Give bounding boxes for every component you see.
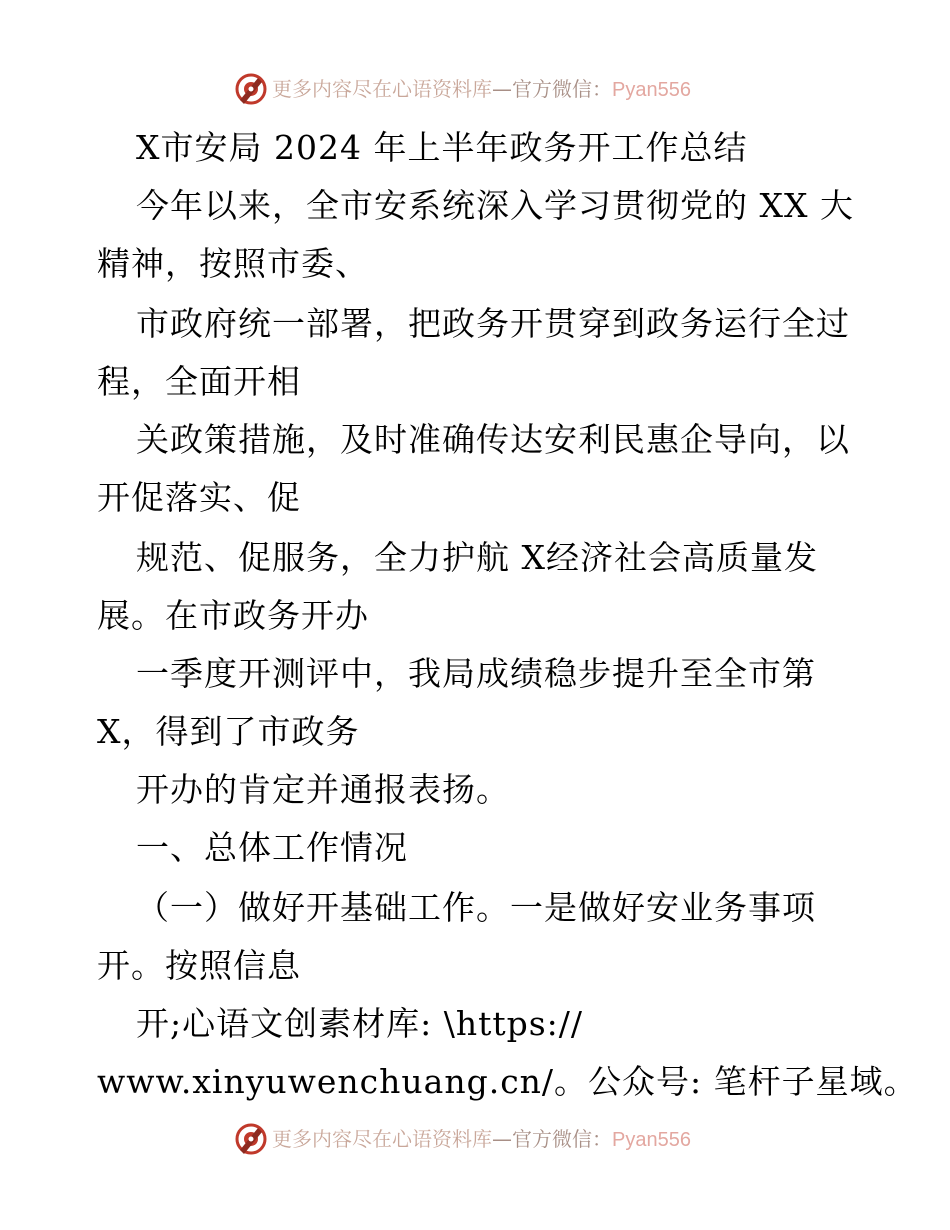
paragraph-line: 开办的肯定并通报表扬。	[136, 770, 510, 809]
paragraph-line: 一季度开测评中，我局成绩稳步提升至全市第	[136, 654, 816, 693]
logo-pen-icon	[234, 72, 268, 106]
watermark-promo: 更多内容尽在心语资料库	[272, 77, 492, 101]
paragraph-line: 今年以来，全市安系统深入学习贯彻党的 XX 大	[136, 186, 854, 225]
logo-pen-icon	[234, 1122, 268, 1156]
watermark-wechat-label: 官方微信：	[512, 77, 612, 101]
paragraph-line: 精神，按照市委、	[97, 244, 369, 283]
paragraph-line: 规范、促服务，全力护航 X经济社会高质量发	[136, 538, 818, 577]
paragraph-line: 开促落实、促	[97, 478, 301, 517]
subsection-heading: （一）做好开基础工作。一是做好安业务事项	[136, 888, 816, 927]
document-title: X市安局 2024 年上半年政务开工作总结	[136, 128, 748, 167]
paragraph-line: www.xinyuwenchuang.cn/。公众号: 笔杆子星域。	[97, 1062, 918, 1101]
watermark-text	[272, 77, 691, 102]
watermark-wechat-label: 官方微信：	[512, 1127, 612, 1151]
watermark-dash: —	[492, 77, 512, 101]
paragraph-line: 开;心语文创素材库: \https://	[136, 1004, 584, 1043]
section-heading: 一、总体工作情况	[136, 828, 408, 867]
watermark-wechat-id: Pyan556	[612, 1129, 691, 1151]
watermark-promo: 更多内容尽在心语资料库	[272, 1127, 492, 1151]
paragraph-line: 市政府统一部署，把政务开贯穿到政务运行全过	[136, 304, 850, 343]
paragraph-line: X，得到了市政务	[97, 712, 360, 751]
paragraph-line: 关政策措施，及时准确传达安利民惠企导向，以	[136, 420, 850, 459]
paragraph-line: 展。在市政务开办	[97, 596, 369, 635]
header-watermark-banner	[0, 70, 950, 110]
watermark-dash: —	[492, 1127, 512, 1151]
watermark-wechat-id: Pyan556	[612, 79, 691, 101]
paragraph-line: 开。按照信息	[97, 946, 301, 985]
paragraph-line: 程，全面开相	[97, 362, 301, 401]
footer-watermark-banner	[0, 1120, 950, 1160]
watermark-text	[272, 1127, 691, 1152]
